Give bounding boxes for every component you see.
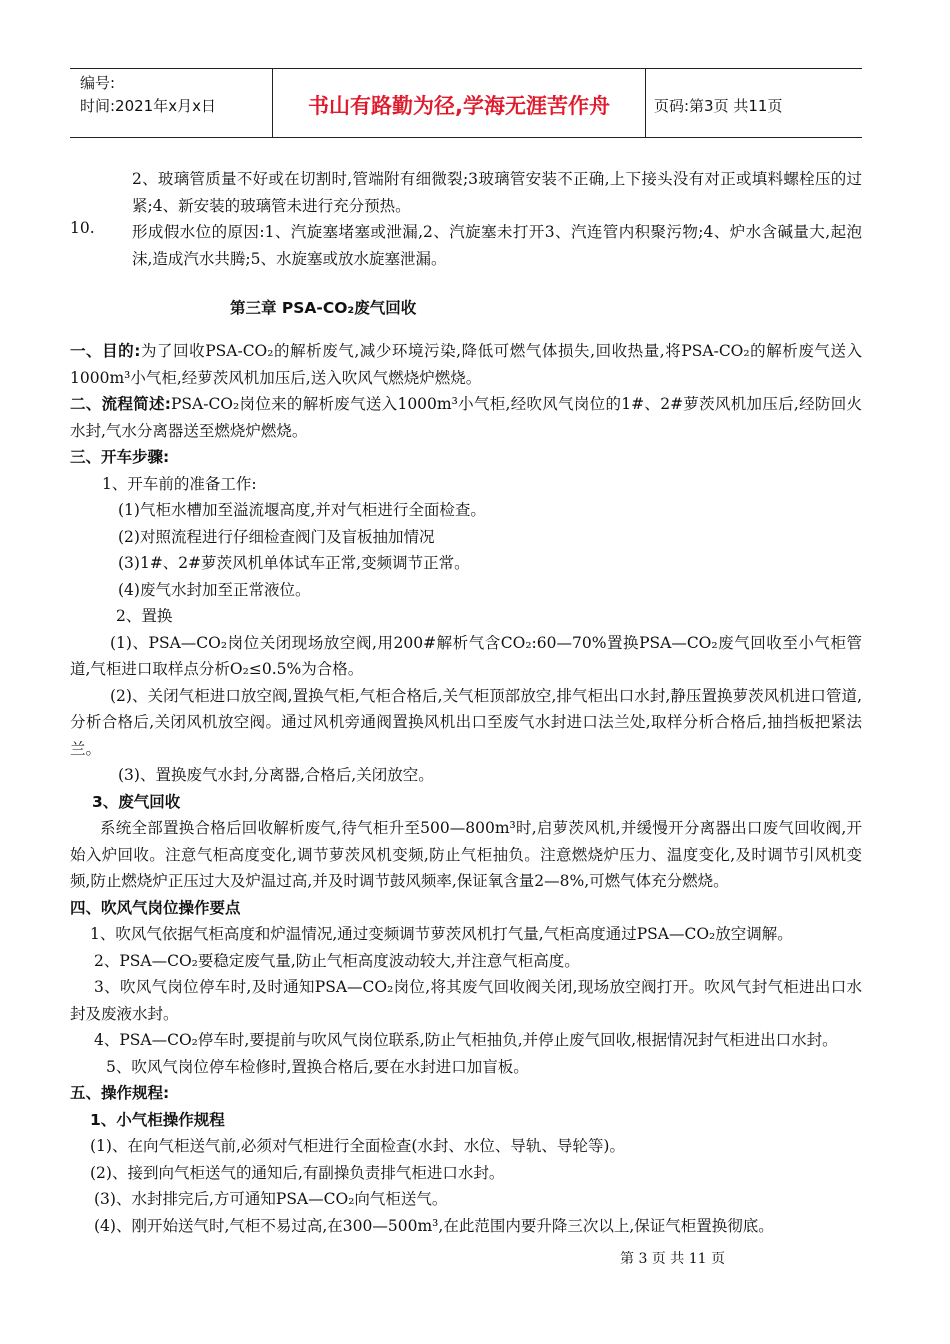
replace-step-3: (3)、置换废气水封,分离器,合格后,关闭放空。 xyxy=(118,766,434,784)
paragraph-glass-tube: 2、玻璃管质量不好或在切割时,管端附有细微裂;3玻璃管安装不正确,上下接头没有对正或填料螺栓压的过紧;4、新安装的玻璃管未进行充分预热。 xyxy=(132,170,862,215)
recover-text: 系统全部置换合格后回收解析废气,待气柜升至500—800m³时,启萝茨风机,并缓慢开分离器出口废气回收阀,开始入炉回收。注意气柜高度变化,调节萝茨风机变频,防止气柜抽负。注意燃烧炉压力、温度变化,及时调节引风机变频,防止燃烧炉正压过大及炉温过高,并及时调节鼓风频率,保证氧含量2—8%,可燃气体充分燃烧。 xyxy=(70,819,862,890)
section-text: 为了回收PSA-CO₂的解析废气,减少环境污染,降低可燃气体损失,回收热量,将PSA-CO₂的解析废气送入1000m³小气柜,经萝茨风机加压后,送入吹风气燃烧炉燃烧。 xyxy=(70,342,863,387)
startup-prep-4: (4)废气水封加至正常液位。 xyxy=(118,580,311,599)
replace-step-2: (2)、关闭气柜进口放空阀,置换气柜,气柜合格后,关气柜顶部放空,排气柜出口水封,静压置换萝茨风机进口管道,分析合格后,关闭风机放空阀。通过风机旁通阀置换风机出口至废气水封进口法兰处,取样分析合格后,抽挡板把紧法兰。 xyxy=(70,686,862,758)
header-meta xyxy=(70,69,273,137)
section-heading: 二、流程简述: xyxy=(70,395,171,413)
section-procedure-heading: 五、操作规程: xyxy=(70,1084,170,1102)
section-heading: 一、目的: xyxy=(70,342,141,360)
blower-point-4: 4、PSA—CO₂停车时,要提前与吹风气岗位联系,防止气柜抽负,并停止废气回收,根据情况封气柜进出口水封。 xyxy=(94,1031,838,1049)
section-purpose xyxy=(70,338,862,391)
blower-point-3: 3、吹风气岗位停车时,及时通知PSA—CO₂岗位,将其废气回收阀关闭,现场放空阀打开。吹风气封气柜进出口水封及废液水封。 xyxy=(70,978,862,1023)
recover-heading: 3、废气回收 xyxy=(92,792,181,811)
procedure-step-4: (4)、刚开始送气时,气柜不易过高,在300—500m³,在此范围内要升降三次以上,保证气柜置换彻底。 xyxy=(94,1216,774,1235)
chapter-title: 第三章 PSA-CO₂废气回收 xyxy=(230,299,417,317)
section-blower-heading: 四、吹风气岗位操作要点 xyxy=(70,898,241,917)
procedure-subheading: 1、小气柜操作规程 xyxy=(90,1110,225,1129)
list-item-text: 形成假水位的原因:1、汽旋塞堵塞或泄漏,2、汽旋塞未打开3、汽连管内积聚污物;4、炉水含碱量大,起泡沫,造成汽水共腾;5、水旋塞或放水旋塞泄漏。 xyxy=(132,223,862,268)
startup-prep-2: (2)对照流程进行仔细检查阀门及盲板抽加情况 xyxy=(118,527,435,546)
procedure-step-1: (1)、在向气柜送气前,必须对气柜进行全面检查(水封、水位、导轨、导轮等)。 xyxy=(90,1137,625,1155)
header-page-label: 页码:第3页 共11页 xyxy=(654,96,783,115)
section-flow xyxy=(70,391,862,444)
startup-replace: 2、置换 xyxy=(116,607,173,625)
document-time-label: 时间:2021年x月x日 xyxy=(80,97,216,115)
list-item-10 xyxy=(70,219,862,272)
procedure-step-2: (2)、接到向气柜送气的通知后,有副操负责排气柜进口水封。 xyxy=(90,1163,505,1182)
page-header xyxy=(70,68,862,138)
page-footer: 第 3 页 共 11 页 xyxy=(620,1251,725,1267)
blower-point-1: 1、吹风气依据气柜高度和炉温情况,通过变频调节萝茨风机打气量,气柜高度通过PSA—CO₂放空调解。 xyxy=(90,925,793,943)
header-motto: 书山有路勤为径,学海无涯苦作舟 xyxy=(273,69,646,137)
startup-prep-1: (1)气柜水槽加至溢流堰高度,并对气柜进行全面检查。 xyxy=(118,501,486,519)
document-number-label: 编号: xyxy=(80,74,116,92)
section-text: PSA-CO₂岗位来的解析废气送入1000m³小气柜,经吹风气岗位的1#、2#萝茨风机加压后,经防回火水封,气水分离器送至燃烧炉燃烧。 xyxy=(70,395,863,440)
startup-prep-3: (3)1#、2#萝茨风机单体试车正常,变频调节正常。 xyxy=(118,554,470,572)
blower-point-2: 2、PSA—CO₂要稳定废气量,防止气柜高度波动较大,并注意气柜高度。 xyxy=(94,951,580,970)
replace-step-1: (1)、PSA—CO₂岗位关闭现场放空阀,用200#解析气含CO₂:60—70%置换PSA—CO₂废气回收至小气柜管道,气柜进口取样点分析O₂≤0.5%为合格。 xyxy=(70,633,862,678)
list-item-number: 10. xyxy=(70,219,95,237)
procedure-step-3: (3)、水封排完后,方可通知PSA—CO₂向气柜送气。 xyxy=(94,1190,448,1208)
blower-point-5: 5、吹风气岗位停车检修时,置换合格后,要在水封进口加盲板。 xyxy=(106,1057,529,1076)
document-body xyxy=(70,166,862,1239)
startup-prep: 1、开车前的准备工作: xyxy=(102,474,257,493)
section-startup-heading: 三、开车步骤: xyxy=(70,448,170,466)
